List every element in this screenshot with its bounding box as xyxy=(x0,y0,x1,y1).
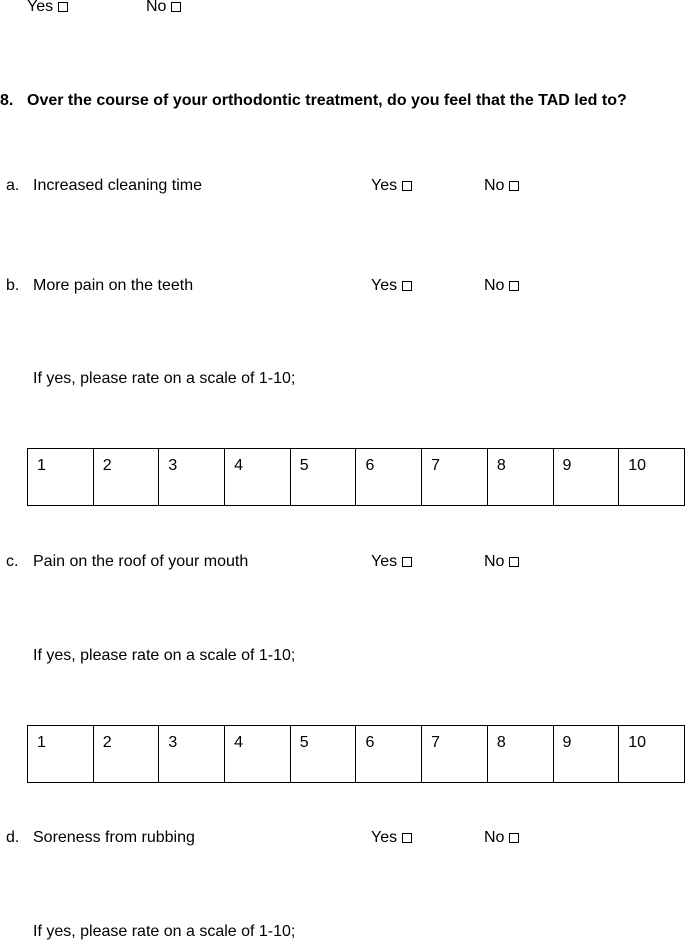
rating-cell-8[interactable]: 8 xyxy=(487,449,553,506)
rating-cell-5[interactable]: 5 xyxy=(290,449,356,506)
rating-cell-2[interactable]: 2 xyxy=(93,449,159,506)
item-a-no-label: No xyxy=(484,177,505,194)
item-b-letter: b. xyxy=(6,277,20,294)
item-b-yes-option[interactable] xyxy=(371,277,412,295)
question-8-text: Over the course of your orthodontic treatment, do you feel that the TAD led to? xyxy=(27,92,627,109)
top-no-option[interactable] xyxy=(146,0,181,16)
rating-scale-row xyxy=(28,449,685,506)
rating-cell-1[interactable]: 1 xyxy=(28,449,94,506)
top-yes-label: Yes xyxy=(27,0,54,15)
item-c-yes-label: Yes xyxy=(371,553,398,570)
item-a-letter: a. xyxy=(6,177,20,194)
item-a-no-checkbox[interactable] xyxy=(509,181,519,191)
top-yes-option[interactable] xyxy=(27,0,68,16)
rating-cell-6[interactable]: 6 xyxy=(356,449,422,506)
rating-cell-7[interactable]: 7 xyxy=(422,449,488,506)
item-a-yes-checkbox[interactable] xyxy=(402,181,412,191)
item-a-no-option[interactable] xyxy=(484,177,519,195)
item-c-yes-option[interactable] xyxy=(371,553,412,571)
top-no-label: No xyxy=(146,0,167,15)
rating-cell-8[interactable]: 8 xyxy=(487,726,553,783)
rating-cell-3[interactable]: 3 xyxy=(159,726,225,783)
rating-scale-c xyxy=(27,725,685,783)
question-8-number: 8. xyxy=(0,92,14,109)
rating-cell-10[interactable]: 10 xyxy=(619,449,685,506)
item-d-no-option[interactable] xyxy=(484,829,519,847)
item-c-text: Pain on the roof of your mouth xyxy=(33,553,249,570)
item-c-no-label: No xyxy=(484,553,505,570)
item-c-no-option[interactable] xyxy=(484,553,519,571)
item-a-yes-label: Yes xyxy=(371,177,398,194)
item-a-yes-option[interactable] xyxy=(371,177,412,195)
rating-cell-5[interactable]: 5 xyxy=(290,726,356,783)
item-d-no-checkbox[interactable] xyxy=(509,833,519,843)
item-c-letter: c. xyxy=(6,553,19,570)
item-b-yes-checkbox[interactable] xyxy=(402,281,412,291)
rating-cell-9[interactable]: 9 xyxy=(553,726,619,783)
top-no-checkbox[interactable] xyxy=(171,2,181,12)
rating-scale-row xyxy=(28,726,685,783)
rating-cell-2[interactable]: 2 xyxy=(93,726,159,783)
item-c-no-checkbox[interactable] xyxy=(509,557,519,567)
item-b-no-option[interactable] xyxy=(484,277,519,295)
item-b-text: More pain on the teeth xyxy=(33,277,194,294)
rating-cell-1[interactable]: 1 xyxy=(28,726,94,783)
top-yes-checkbox[interactable] xyxy=(58,2,68,12)
rating-cell-4[interactable]: 4 xyxy=(225,726,291,783)
rating-cell-7[interactable]: 7 xyxy=(422,726,488,783)
rating-cell-10[interactable]: 10 xyxy=(619,726,685,783)
rating-cell-3[interactable]: 3 xyxy=(159,449,225,506)
rating-cell-9[interactable]: 9 xyxy=(553,449,619,506)
rating-scale-b xyxy=(27,448,685,506)
item-c-yes-checkbox[interactable] xyxy=(402,557,412,567)
item-d-yes-option[interactable] xyxy=(371,829,412,847)
rating-prompt-b: If yes, please rate on a scale of 1-10; xyxy=(33,370,296,387)
rating-cell-6[interactable]: 6 xyxy=(356,726,422,783)
rating-cell-4[interactable]: 4 xyxy=(225,449,291,506)
item-b-no-label: No xyxy=(484,277,505,294)
rating-prompt-d: If yes, please rate on a scale of 1-10; xyxy=(33,923,296,940)
item-a-text: Increased cleaning time xyxy=(33,177,202,194)
item-b-yes-label: Yes xyxy=(371,277,398,294)
item-d-letter: d. xyxy=(6,829,20,846)
item-d-yes-checkbox[interactable] xyxy=(402,833,412,843)
item-d-yes-label: Yes xyxy=(371,829,398,846)
item-d-text: Soreness from rubbing xyxy=(33,829,195,846)
rating-prompt-c: If yes, please rate on a scale of 1-10; xyxy=(33,647,296,664)
item-d-no-label: No xyxy=(484,829,505,846)
item-b-no-checkbox[interactable] xyxy=(509,281,519,291)
